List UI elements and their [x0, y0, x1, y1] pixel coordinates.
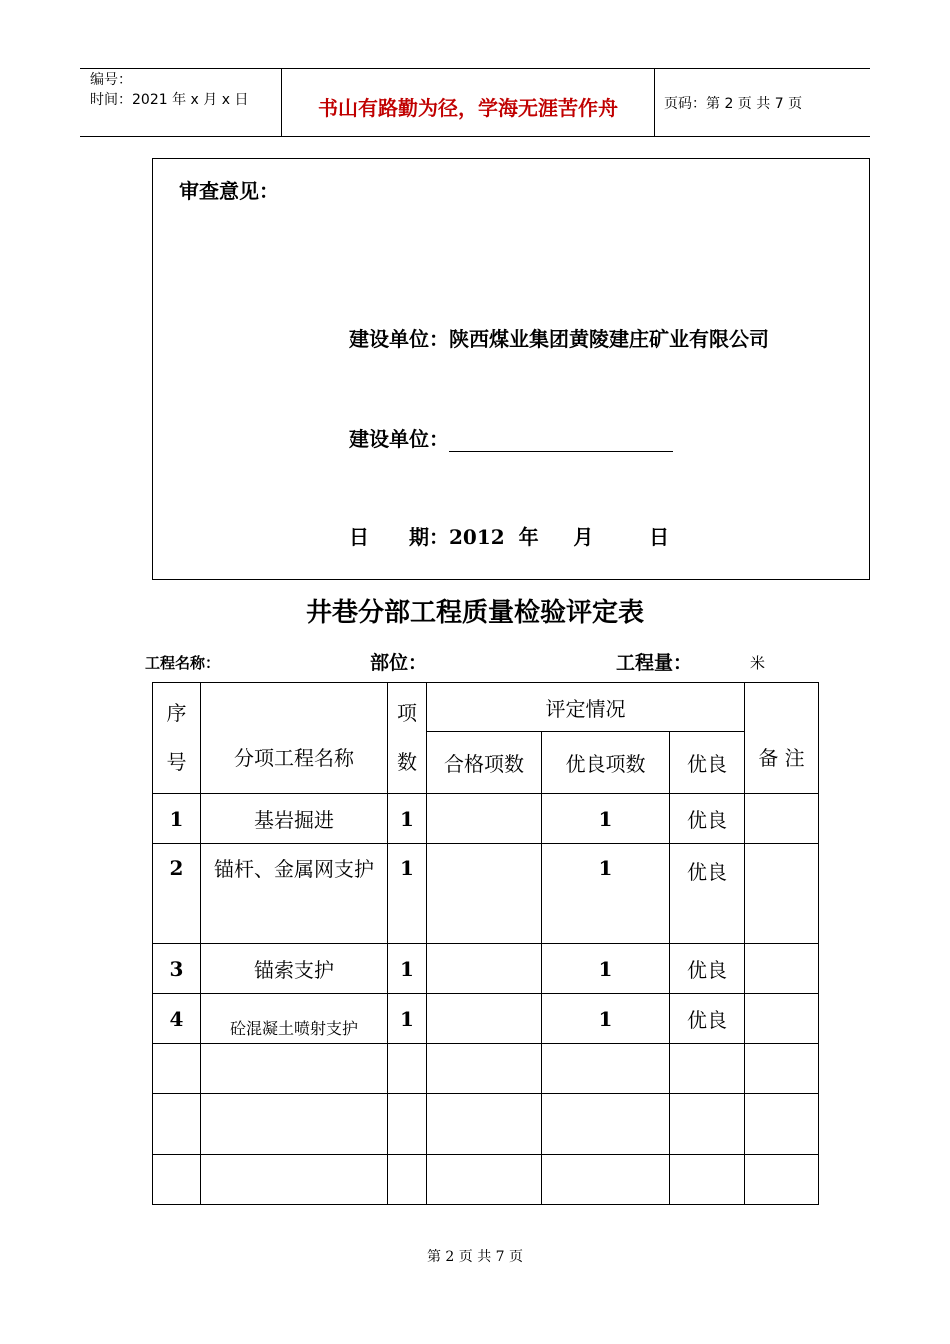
header-qualified-count: 合格项数: [427, 732, 542, 794]
row-item-name: 锚索支护: [201, 944, 388, 994]
row-remark: [745, 844, 819, 944]
header-number-label: 编号：: [90, 72, 132, 88]
header-count-1: 项: [397, 701, 417, 725]
table-row-empty: [153, 1155, 819, 1205]
signature-blank: [449, 429, 673, 452]
table-row: [153, 994, 819, 1044]
document-title: 井巷分部工程质量检验评定表: [305, 598, 644, 628]
row-qualified: [427, 794, 542, 844]
row-item-name: 基岩掘进: [201, 794, 388, 844]
table-row: [153, 844, 819, 944]
row-excellent: 1: [542, 994, 670, 1044]
header-item-name: [201, 683, 388, 794]
header-bottom-rule: [80, 136, 870, 137]
header-seq: [153, 683, 201, 794]
header-time-label: 时间：2021 年 x 月 x 日: [90, 92, 249, 108]
row-seq: 1: [153, 794, 201, 844]
row-qualified: [427, 994, 542, 1044]
construction-unit-line: 建设单位：陕西煤业集团黄陵建庄矿业有限公司: [349, 327, 769, 351]
header-seq-1: 序: [166, 701, 187, 725]
date-line: 日 期：2012 年 月 日: [349, 525, 670, 549]
evaluation-table: [152, 682, 819, 1205]
row-rating: 优良: [670, 944, 745, 994]
row-seq: 4: [153, 994, 201, 1044]
row-excellent: 1: [542, 944, 670, 994]
location-label: 部位：: [370, 652, 428, 674]
row-count: 1: [388, 994, 427, 1044]
header-seq-2: 号: [166, 750, 187, 774]
quantity-label: 工程量：: [616, 652, 693, 674]
header-rating: 优良: [670, 732, 745, 794]
header-divider-right: [654, 68, 655, 136]
row-remark: [745, 994, 819, 1044]
header-count: [388, 683, 427, 794]
header-evaluation: 评定情况: [427, 683, 745, 732]
header-remark: 备 注: [745, 683, 819, 794]
header-excellent-count: 优良项数: [542, 732, 670, 794]
review-box: [152, 158, 870, 580]
row-count: 1: [388, 844, 427, 944]
header-motto: 书山有路勤为径，学海无涯苦作舟: [318, 96, 618, 120]
table-row: [153, 794, 819, 844]
construction-unit-signature-line: [349, 423, 673, 452]
row-seq: 2: [153, 844, 201, 944]
construction-unit-label: 建设单位：: [349, 427, 449, 451]
row-rating: 优良: [670, 844, 745, 944]
row-rating: 优良: [670, 794, 745, 844]
row-excellent: 1: [542, 844, 670, 944]
header-page-label: 页码：第 2 页 共 7 页: [664, 96, 803, 112]
row-rating: 优良: [670, 994, 745, 1044]
quantity-unit: 米: [750, 654, 766, 672]
header-count-2: 数: [397, 750, 417, 774]
row-qualified: [427, 944, 542, 994]
table-row: [153, 944, 819, 994]
row-qualified: [427, 844, 542, 944]
row-seq: 3: [153, 944, 201, 994]
row-item-name-text: 锚杆、金属网支护: [214, 857, 374, 881]
table-row-empty: [153, 1094, 819, 1155]
header-top-rule: [80, 68, 870, 69]
project-name-label: 工程名称：: [145, 654, 221, 672]
row-item-name: 砼混凝土喷射支护: [201, 994, 388, 1044]
table-row-empty: [153, 1044, 819, 1094]
page-footer: 第 2 页 共 7 页: [426, 1249, 524, 1265]
row-remark: [745, 794, 819, 844]
header-item-name-text: 分项工程名称: [234, 746, 354, 770]
row-remark: [745, 944, 819, 994]
row-count: 1: [388, 794, 427, 844]
row-count: 1: [388, 944, 427, 994]
row-excellent: 1: [542, 794, 670, 844]
row-item-name: [201, 844, 388, 944]
review-opinion-label: 审查意见：: [179, 179, 279, 203]
